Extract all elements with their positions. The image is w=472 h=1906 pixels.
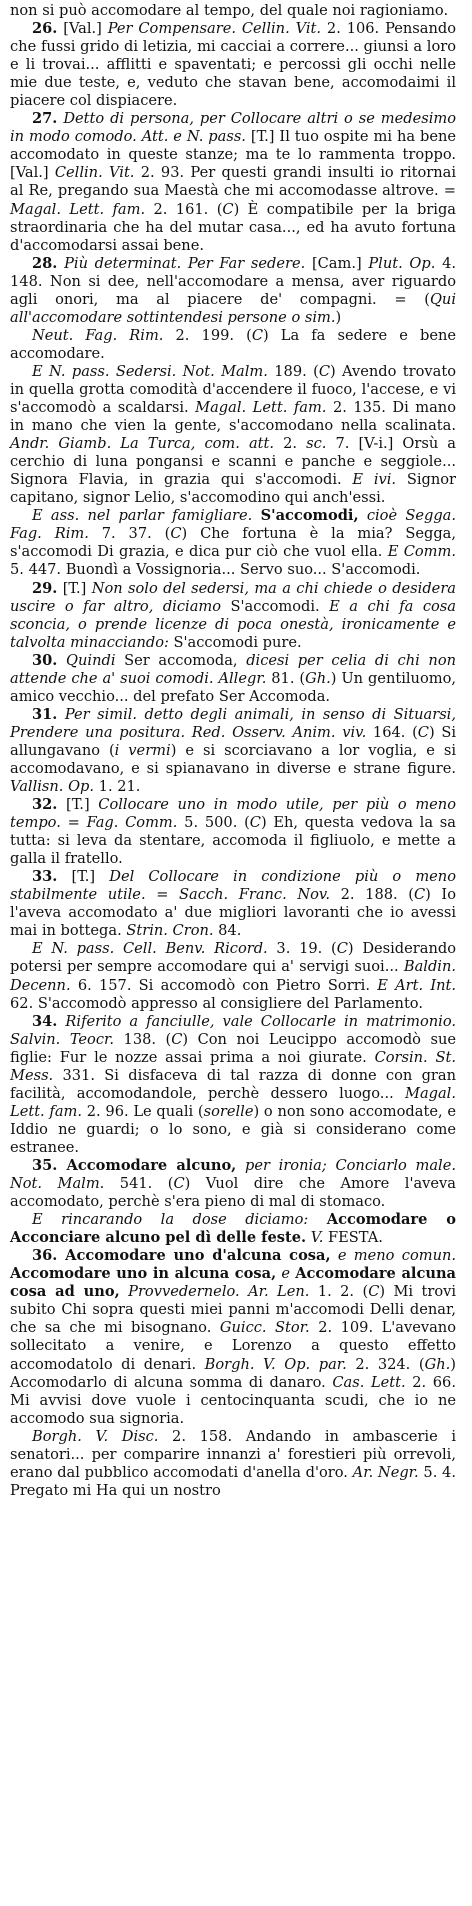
body-text: 2. 96. Le quali (	[82, 1102, 204, 1120]
italic-text: Più determinat. Per Far sedere.	[64, 254, 306, 272]
body-text: 81. (	[266, 669, 306, 687]
body-text	[308, 1211, 326, 1228]
italic-text: E ivi.	[352, 471, 397, 489]
italic-text: Fag. Comm.	[86, 814, 178, 832]
italic-text: C	[173, 1175, 185, 1193]
sub-sense-paragraph	[10, 507, 456, 579]
body-text: ) Vuol dire che Amore l'aveva accomodato, perchè s'era pieno di mal di stomaco.	[10, 1175, 456, 1211]
italic-text: Collocare uno in modo utile, per più o meno tempo.	[10, 796, 456, 832]
body-text: ) La fa sedere e bene accomodare.	[10, 326, 456, 362]
italic-text: C	[413, 886, 426, 904]
italic-text: Strin. Cron.	[126, 922, 214, 940]
body-text: ) Con noi Leucippo accomodò sue figlie: Fur le nozze assai prima a noi giurate.	[10, 1030, 456, 1066]
numbered-sense-paragraph	[10, 20, 456, 110]
bold-text: 26.	[32, 20, 58, 38]
body-text: ) Eh, questa vedova la sa tutta: si leva da stentare, accomoda il figliuolo, e mette a galla il fratello.	[10, 814, 456, 868]
body-text: 62. S'accomodò appresso al consigliere del Parlamento.	[10, 994, 423, 1012]
body-text: 1. 21.	[94, 778, 141, 796]
numbered-sense-paragraph	[10, 652, 456, 706]
italic-text: i vermi	[114, 741, 171, 759]
body-text: ) e si scorciavano a lor voglia, e si accomodavano, e si spianavano in diverse e strane figure.	[10, 741, 457, 777]
bold-text: 34.	[32, 1012, 58, 1030]
body-text: [Val.]	[57, 20, 108, 38]
body-text: 5. 4. Pregato mi Ha qui un nostro	[10, 1463, 456, 1499]
body-text: 331. Si disfaceva di tal razza di donne con gran facilità, accomodandole, perchè dessero luogo...	[10, 1066, 456, 1102]
numbered-sense-paragraph	[10, 1013, 456, 1157]
italic-text: Borgh. V. Disc.	[32, 1427, 159, 1445]
bold-text: 27.	[32, 110, 58, 128]
italic-text: C	[336, 940, 348, 958]
sub-sense-paragraph	[10, 363, 456, 507]
italic-text: Magal. Lett. fam.	[195, 399, 327, 417]
body-text: 189. (	[267, 362, 319, 380]
italic-text: cioè Segga. Fag. Rim.	[10, 507, 457, 543]
body-text: ) Che fortuna è la mia? Segga, s'accomodi Di grazia, e dica pur ciò che vuol ella.	[10, 525, 456, 561]
body-text: [Cam.]	[305, 254, 369, 272]
italic-text: C	[318, 362, 330, 380]
italic-text: e	[281, 1265, 290, 1283]
body-text	[359, 507, 367, 524]
bold-text: 33.	[32, 868, 58, 886]
italic-text: E N. pass. Sedersi. Not. Malm.	[32, 362, 268, 380]
body-text: 2. 135. Di mano in mano che vien la gente, s'accomodano nella scalinata.	[10, 399, 456, 435]
italic-text: E a chi fa cosa sconcia, o prende licenze di poca onestà, ironicamente e talvolta minacciando:	[10, 597, 456, 651]
numbered-sense-paragraph	[10, 255, 456, 327]
body-text: ) È compatibile per la briga straordinaria che ha del mutar casa..., ed ha avuto fortuna d'accomodarsi assai bene.	[10, 200, 456, 254]
numbered-sense-paragraph	[10, 796, 456, 868]
italic-text: C	[171, 1030, 183, 1048]
body-text: ) o non sono accomodate, e Iddio ne guardi; o lo sono, e già si considerano come estranee.	[10, 1102, 456, 1156]
italic-text: Per Compensare. Cellin. Vit.	[107, 20, 322, 38]
numbered-sense-paragraph	[10, 1247, 456, 1427]
italic-text: Vallisn. Op.	[10, 778, 95, 796]
body-text: 3. 19. (	[267, 940, 337, 958]
italic-text: Provvedernelo. Ar. Len.	[128, 1283, 310, 1301]
body-text: 2. 66. Mi avvisi dove vuole i centocinquanta scudi, che io ne accomodo sua signoria.	[10, 1373, 456, 1427]
italic-text: Guicc. Stor.	[219, 1319, 310, 1337]
italic-text: Plut. Op.	[368, 254, 436, 272]
italic-text: Corsin. St. Mess.	[10, 1048, 456, 1084]
body-text	[252, 507, 260, 524]
body-text: ) Io l'aveva accomodato a' due migliori lavoranti che io avessi mai in bottega.	[10, 886, 456, 940]
italic-text: Detto di persona, per Collocare altri o se medesimo in modo comodo. Att. e N. pass.	[10, 110, 457, 146]
body-text: Signor capitano, signor Lelio, s'accomodino qui anch'essi.	[10, 471, 457, 507]
italic-text: E rincarando la dose diciamo:	[32, 1211, 309, 1229]
italic-text: C	[251, 326, 263, 344]
body-text	[57, 652, 66, 669]
italic-text: sorelle	[203, 1102, 254, 1120]
body-text: 138. (	[114, 1030, 172, 1048]
numbered-sense-paragraph	[10, 1157, 456, 1211]
body-text: ) Desiderando potersi per sempre accomodare qui a' servigi suoi...	[10, 940, 456, 976]
italic-text: Ar. Negr.	[352, 1463, 419, 1481]
body-text: 2. 109. L'avevano sollecitato a venire, e Lorenzo a questo effetto accomodatolo di denari.	[10, 1319, 456, 1373]
body-text: S'accomodi.	[221, 597, 330, 615]
sub-sense-paragraph	[10, 1211, 456, 1247]
italic-text: C	[368, 1283, 380, 1301]
italic-text: Cellin. Vit.	[54, 164, 135, 182]
italic-text: dicesi per celia di chi non attende che a' suoi comodi. Allegr.	[10, 651, 457, 687]
italic-text: Non solo del sedersi, ma a chi chiede o desidera uscire o far altro, diciamo	[10, 579, 456, 615]
italic-text: C	[417, 723, 429, 741]
italic-text: Neut. Fag. Rim.	[32, 326, 164, 344]
italic-text: Per simil. detto degli animali, in senso di Situarsi, Prendere una positura. Red. Osserv. Anim. viv.	[10, 705, 456, 741]
body-text: 541. (	[104, 1175, 174, 1193]
italic-text: e meno comun.	[337, 1247, 457, 1265]
body-text: 84.	[213, 922, 242, 940]
italic-text: Gh.	[305, 669, 331, 687]
bold-text: 32.	[32, 796, 58, 814]
body-text: 5. 500. (	[177, 814, 250, 832]
body-text: 2. 158. Andando in ambascerie i senatori... per comparire innanzi a' forestieri più orrevoli, erano dal pubblico accomodati d'anella d'oro.	[10, 1427, 456, 1481]
body-text: S'accomodi pure.	[168, 633, 302, 651]
body-text: ) Accomodarlo di alcuna somma di danaro.	[10, 1355, 456, 1391]
body-text	[331, 1247, 338, 1264]
continuation-paragraph	[10, 2, 456, 20]
numbered-sense-paragraph	[10, 868, 456, 940]
sub-sense-paragraph	[10, 940, 456, 1012]
italic-text: V.	[310, 1229, 324, 1247]
body-text: ) Si allungavano (	[10, 723, 456, 759]
numbered-sense-paragraph	[10, 580, 456, 652]
italic-text: Sacch. Franc. Nov.	[179, 886, 331, 904]
bold-text: 30.	[32, 651, 58, 669]
body-text: [T.]	[57, 796, 99, 814]
numbered-sense-paragraph	[10, 706, 456, 796]
body-text: 2. 106. Pensando che fussi grido di letizia, mi cacciai a correre... giunsi a loro e li trovai... afflitti e spaventati; e percossi gli occhi nelle mie due teste, e, veduto che stavan bene, accomodaimi il piacere col dispiacere.	[10, 20, 456, 110]
italic-text: Quindi	[66, 651, 116, 669]
body-text: 2. 188. (	[330, 886, 414, 904]
italic-text: Gh.	[424, 1355, 451, 1373]
body-text: 2. 199. (	[163, 326, 252, 344]
body-text: 4. 148. Non si dee, nell'accomodare a mensa, aver riguardo agli onori, ma al piacere de' compagni. = (	[10, 254, 457, 308]
bold-text: Accomodare uno in alcuna cosa,	[10, 1265, 277, 1283]
body-text	[57, 706, 64, 723]
body-text: ) Mi trovi subito Chi sopra questi miei panni m'accomodi Delli denar, che sa che mi bisognano.	[10, 1283, 457, 1337]
italic-text: per ironia; Conciarlo male. Not. Malm.	[10, 1157, 456, 1193]
italic-text: C	[170, 525, 182, 543]
bold-text: 36. Accomodare uno d'alcuna cosa,	[32, 1247, 331, 1265]
italic-text: Borgh. V. Op. par.	[204, 1355, 347, 1373]
italic-text: E Art. Int.	[377, 976, 456, 994]
italic-text: sc.	[306, 435, 327, 453]
body-text: )	[335, 308, 342, 326]
body-text: =	[60, 814, 87, 832]
numbered-sense-paragraph	[10, 110, 456, 254]
italic-text: Baldin. Decenn.	[10, 958, 456, 994]
body-text: [T.] Il tuo ospite mi ha bene accomodato in queste stanze; ma te lo rammenta troppo. [Val.]	[10, 128, 456, 182]
italic-text: Qui all'accomodare sottintendesi persone o sim.	[10, 290, 456, 326]
body-text: 1. 2. (	[309, 1283, 369, 1301]
italic-text: Magal. Lett. fam.	[10, 1084, 456, 1120]
bold-text: 35. Accomodare alcuno,	[32, 1157, 237, 1174]
body-text: 2. 324. (	[346, 1355, 425, 1373]
body-text: 2.	[274, 435, 307, 453]
italic-text: Cas. Lett.	[332, 1373, 406, 1391]
italic-text: E N. pass. Cell. Benv. Ricord.	[32, 940, 268, 958]
body-text: 6. 157. Si accomodò con Pietro Sorri.	[70, 976, 378, 994]
body-text: 2. 93. Per questi grandi insulti io ritornai al Re, pregando sua Maestà che mi accomodasse altrove. =	[10, 164, 457, 200]
sub-sense-paragraph	[10, 1428, 456, 1500]
body-text: 2. 161. (	[145, 200, 223, 218]
bold-text: 28.	[32, 254, 58, 272]
italic-text: E ass. nel parlar famigliare.	[32, 507, 253, 525]
body-text: ) Un gentiluomo, amico vecchio... del prefato Ser Accomoda.	[10, 669, 456, 705]
body-text	[236, 1157, 245, 1174]
body-text: Ser accomoda,	[115, 651, 247, 669]
body-text: ) Avendo trovato in quella grotta comodità d'accendere il fuoco, l'accese, e vi s'accomodò a scaldarsi.	[10, 362, 456, 417]
bold-text: Accomodare alcuna cosa ad uno,	[10, 1265, 457, 1301]
body-text: 5. 447. Buondì a Vossignoria... Servo suo... S'accomodi.	[10, 561, 421, 579]
italic-text: Andr. Giamb. La Turca, com. att.	[10, 435, 275, 453]
body-text: [T.]	[57, 868, 110, 886]
bold-text: 29.	[32, 579, 58, 597]
bold-text: S'accomodi,	[260, 507, 359, 525]
italic-text: Del Collocare in condizione più o meno stabilmente utile.	[10, 868, 456, 904]
italic-text: C	[222, 200, 234, 218]
body-text: =	[145, 886, 180, 904]
italic-text: E Comm.	[387, 543, 456, 561]
body-text: non si può accomodare al tempo, del quale noi ragioniamo.	[10, 2, 449, 19]
body-text: 7. 37. (	[88, 525, 171, 543]
body-text: 164. (	[366, 723, 418, 741]
body-text: [T.]	[57, 579, 92, 597]
sub-sense-paragraph	[10, 327, 456, 363]
bold-text: 31.	[32, 705, 58, 723]
body-text: FESTA.	[323, 1229, 383, 1247]
italic-text: Magal. Lett. fam.	[10, 200, 146, 218]
body-text	[120, 1283, 128, 1300]
body-text: 7. [V-i.] Orsù a cerchio di luna pongansi e scanni e panche e seggiole... Signora Flavia, in grazia qui s'accomodi.	[10, 435, 456, 489]
italic-text: C	[249, 814, 261, 832]
bold-text: Accomodare o Acconciare alcuno pel dì delle feste.	[10, 1211, 457, 1247]
italic-text: Riferito a fanciulle, vale Collocarle in matrimonio. Salvin. Teocr.	[10, 1012, 457, 1048]
